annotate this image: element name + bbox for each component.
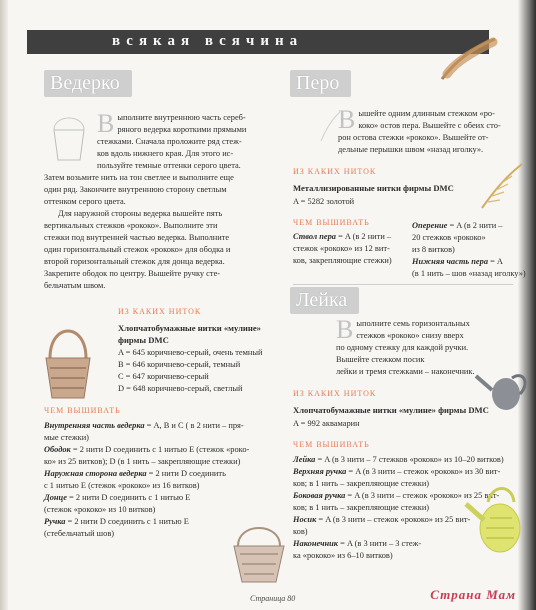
section-title-bucket: Ведерко: [44, 70, 132, 97]
dropcap-watering-can: В: [336, 315, 354, 344]
materials-header-watering-can: ИЗ КАКИХ НИТОК: [293, 389, 377, 398]
bucket-intro: [97, 109, 275, 172]
text-line: стежков «рококо» снизу вверх: [356, 331, 464, 340]
material-item: A = 5282 золотой: [293, 197, 355, 206]
instruction-label: Ручка: [44, 517, 66, 526]
materials-header-bucket: ИЗ КАКИХ НИТОК: [118, 307, 202, 316]
instruction-text: ков, закрепляющие стежки): [293, 256, 392, 265]
text-line: коко» остов пера. Вышейте с обеих сто-: [358, 121, 501, 130]
instruction-text: = A: [488, 257, 503, 266]
instruction-text: = A (в 2 нити –: [335, 232, 392, 241]
text-line: оттенком серого цвета.: [44, 197, 126, 206]
text-line: бельчатым швом.: [44, 281, 106, 290]
instruction-text: = A (в 3 нити – стежок «рококо» из 25 вит-: [316, 515, 471, 524]
material-item: A = 645 коричнево-серый, очень темный: [118, 348, 263, 357]
text-line: ков вдоль нижнего края. Для этого ис-: [97, 149, 234, 158]
instructions-feather-right: [412, 220, 526, 280]
feather-gold-icon: [478, 160, 526, 212]
material-item: C = 647 коричнево-серый: [118, 372, 209, 381]
instruction-text: (в 1 нить – шов «назад иголку»): [412, 269, 526, 278]
instruction-label: Нижняя часть пера: [412, 257, 489, 266]
materials-list-feather: [293, 196, 493, 208]
instruction-label: Верхняя ручка: [293, 467, 347, 476]
material-item: B = 646 коричнево-серый, темный: [118, 360, 241, 369]
text-line: стежками. Сначала проложите ряд стеж-: [97, 137, 242, 146]
instruction-label: Оперение: [412, 221, 448, 230]
text-line: стежки под внутренней частью ведерка. Выполните: [44, 233, 230, 242]
watering-can-yellow-icon: [462, 480, 530, 558]
text-line: ыполните внутреннюю часть сереб-: [117, 113, 246, 122]
text-line: рон остова стежки «рококо». Вышейте от-: [338, 133, 489, 142]
text-line: Затем возьмите нить на тон светлее и выполните еще: [44, 173, 234, 182]
header-title: всякая всячина: [112, 33, 304, 49]
instruction-text: ков; в 1 нить – закрепляющие стежки): [293, 479, 430, 488]
instruction-text: = A (в 3 нити – 7 стежков «рококо» из 10–20 витков): [315, 455, 504, 464]
instruction-label: Ободок: [44, 445, 71, 454]
instructions-feather-left: [293, 231, 403, 267]
basket-icon: [38, 318, 98, 402]
dropcap-feather: В: [338, 105, 356, 134]
instruction-text: = 2 нити D соединить с 1 нитью Е (стежок «роко-: [70, 445, 250, 454]
feather-intro: [338, 105, 514, 156]
instructions-header-bucket: ЧЕМ ВЫШИВАТЬ: [44, 406, 121, 415]
text-line: Вышейте стежком посик: [336, 355, 425, 364]
instruction-text: (стебельчатый шов): [44, 529, 115, 538]
instruction-text: ка «рококо» из 6–10 витков): [293, 551, 393, 560]
materials-list-bucket: [118, 347, 288, 395]
page-number: Страница 80: [250, 594, 296, 603]
text-line: вертикальных стежков «рококо». Выполните эти: [44, 221, 218, 230]
feather-icon: [437, 34, 499, 86]
text-line: второй горизонтальный стежок для донца ведерка.: [44, 257, 225, 266]
materials-header-feather: ИЗ КАКИХ НИТОК: [293, 167, 377, 176]
instructions-header-watering-can: ЧЕМ ВЫШИВАТЬ: [293, 440, 370, 449]
text-line: Для наружной стороны ведерка вышейте пять: [58, 209, 223, 218]
section-title-watering-can: Лейка: [290, 287, 359, 314]
text-line: по одному стежку для каждой ручки.: [336, 343, 469, 352]
text-line: один горизонтальный стежок «рококо» для ободка и: [44, 245, 231, 254]
watermark: Страна Мам: [430, 587, 516, 602]
text-line: ыполните семь горизонтальных: [356, 319, 470, 328]
instruction-label: Донце: [44, 493, 67, 502]
bucket-body: [44, 172, 276, 292]
instruction-label: Ствол пера: [293, 232, 336, 241]
text-line: дельные перышки швом «назад иголку».: [338, 145, 484, 154]
instruction-text: = A (в 3 нити – 3 стеж-: [338, 539, 422, 548]
instruction-text: ков): [293, 527, 308, 536]
instruction-label: Лейка: [293, 455, 316, 464]
section-title-feather: Перо: [290, 70, 351, 97]
instruction-text: = 2 нити D соединить с 1 нитью Е: [65, 517, 189, 526]
text-line: пользуйте темные оттенки серого цвета.: [97, 161, 241, 170]
section-divider: [293, 284, 513, 285]
instruction-text: ко» из 25 витков); D (в 1 нить – закрепляющие стежки): [44, 457, 241, 466]
instruction-text: мые стежки): [44, 433, 89, 442]
basket-sketch-icon: [224, 518, 294, 588]
materials-title-bucket: Хлопчатобумажные нитки «мулине» фирмы DMC: [118, 323, 261, 345]
text-line: Закрепите ободок по центру. Вышейте ручку сте-: [44, 269, 221, 278]
instruction-text: = A, B и C ( в 2 нити – пря-: [144, 421, 244, 430]
text-line: ышейте одним длинным стежком «ро-: [358, 109, 495, 118]
instruction-label: Боковая ручка: [293, 491, 346, 500]
material-item: A = 992 аквамарин: [293, 419, 360, 428]
instruction-label: Носик: [293, 515, 317, 524]
text-line: один ряд. Закончите внутреннюю сторону светлым: [44, 185, 227, 194]
instructions-header-feather: ЧЕМ ВЫШИВАТЬ: [293, 218, 370, 227]
instruction-label: Наконечник: [293, 539, 339, 548]
dropcap-bucket: В: [97, 109, 115, 138]
instruction-label: Внутренняя часть ведерка: [44, 421, 145, 430]
instruction-text: с 1 нитью Е (стежок «рококо» из 16 витков): [44, 481, 200, 490]
bucket-sketch-icon: [44, 108, 94, 164]
instruction-text: (стежок «рококо» из 10 витков): [44, 505, 156, 514]
materials-list-watering-can: [293, 418, 493, 430]
page-left-edge: [0, 0, 8, 610]
materials-title-watering-can: Хлопчатобумажные нитки «мулине» фирмы DMC: [293, 405, 489, 415]
text-line: лейки и тремя стежками – наконечник.: [336, 367, 475, 376]
instruction-text: из 8 витков): [412, 245, 455, 254]
instruction-text: 20 стежков «рококо»: [412, 233, 486, 242]
instruction-text: = A (в 3 нити – стежок «рококо» из 25 вит-: [345, 491, 500, 500]
instruction-text: ков; в 1 нить – закрепляющие стежки): [293, 503, 430, 512]
instruction-text: = 2 нити D соединить: [146, 469, 226, 478]
material-item: D = 648 коричнево-серый, светлый: [118, 384, 243, 393]
instruction-text: = 2 нити D соединить с 1 нитью Е: [66, 493, 191, 502]
instruction-text: стежок «рококо» из 12 вит-: [293, 244, 390, 253]
text-line: ряного ведерка короткими прямыми: [117, 125, 247, 134]
instruction-text: = A (в 2 нити –: [447, 221, 503, 230]
materials-title-feather: Металлизированные нитки фирмы DMC: [293, 183, 454, 193]
instruction-label: Наружная сторона ведерка: [44, 469, 147, 478]
instruction-text: = A (в 3 нити – стежок «рококо» из 30 вит-: [346, 467, 501, 476]
